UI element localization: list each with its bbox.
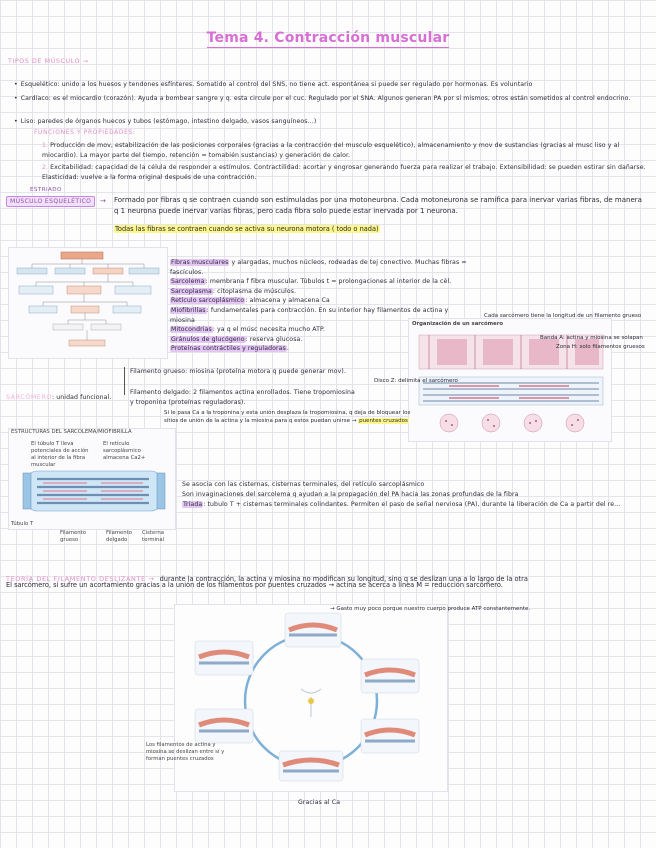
definition-item: Fibras musculares y alargadas, muchos núcleos, rodeadas de tej conectivo. Muchas fibras = fascículos. — [170, 259, 467, 276]
teoria-text-2: El sarcómero, si sufre un acortamiento gracias a la unión de los filamentos por puentes cruzados → actina se acerca a línea M = reducción sarcómero. — [6, 581, 503, 589]
sarcomero-heading: SARCÓMERO: unidad funcional. — [6, 394, 112, 401]
sarcolemma-diagram — [9, 465, 175, 517]
bullet — [14, 95, 21, 102]
fig3-label-c: Túbulo T — [11, 521, 34, 527]
fig3-title: ESTRUCTURAS DEL SARCOLEMA/MIOFIBRILLA — [11, 429, 132, 435]
fig2-label-a: Cada sarcómero tiene la longitud de un filamento grueso — [484, 313, 642, 319]
definition-item: Sarcoplasma: citoplasma de músculos. — [171, 287, 297, 295]
definition-item: Proteínas contráctiles y reguladoras. — [171, 345, 289, 353]
bullet — [14, 118, 21, 125]
crossbridge-cycle-diagram — [175, 605, 447, 791]
fig3-label-f: Cisterna terminal — [142, 530, 165, 543]
estriado-label: ESTRIADO — [30, 187, 62, 193]
musculo-esqueletico-label: MÚSCULO ESQUELÉTICO — [6, 196, 95, 207]
definition-item: Mitocondrias: ya q el músc necesita mucho ATP. — [171, 326, 325, 334]
definition-item: Sarcolema: membrana f fibra muscular. Túbulos t = prolongaciones al interior de la cél. — [171, 278, 452, 286]
crossbridge-cycle-figure — [174, 604, 448, 792]
tipo-esqueletico: • Esquelético: unido a los huesos y tendones esfínteres. Somatido al control del SNS, no tiene act. espontánea si puede ser regulado por hormonas. Es voluntario — [14, 80, 646, 90]
tubulos-note: Son invaginaciones del sarcolema q ayudan a la propagación del PA hacia las zonas profundas de la fibra — [182, 491, 519, 498]
sarcolemma-figure — [8, 428, 176, 530]
definition-item: Retículo sarcoplásmico: almacena y almacena Ca — [171, 297, 330, 305]
bullet — [14, 81, 21, 88]
fig2-label-c: Zona H: solo filamentos gruesos — [556, 344, 645, 350]
triada-note: Tríada: tubulo T + cisternas terminales colindantes. Permiten el paso de señal nerviosa (PA), durante la liberación de Ca a partir del re... — [183, 501, 621, 508]
page-title: Tema 4. Contracción muscular — [206, 30, 450, 46]
tipo-cardiaco: • Cardíaco: es el miocardio (corazón). Ayuda a bombear sangre y q. esta circule por el cuc. Regulado por el SNA. Algunos generan PA por sí mismos, otros están sometidos al control endocrino. — [14, 94, 632, 104]
filamento-delgado: Filamento delgado: 2 filamentos actina enrollados. Tiene tropomiosina y troponina (proteínas reguladoras). — [130, 389, 355, 406]
brace — [124, 367, 127, 395]
funcion-2: 2. Excitabilidad: capacidad de la célula de responder a estímulos. Contractilidad: acortar y engrosar generando fuerza para realizar el trabajo. Extensibilidad: se pueden estirar sin dañarse. Elasticidad: vuelve a la forma original después de una contracción. — [42, 164, 646, 181]
section-header-tipos: TIPOS DE MÚSCULO → — [8, 58, 89, 65]
fig3-label-e: Filamento delgado — [106, 530, 132, 543]
fig2-label-b: Banda A: actina y miosina se solapan — [540, 335, 643, 341]
definition-item: Miofibrillas: fundamentales para contracción. En su interior hay filamentos de actina y miosina — [170, 306, 449, 324]
organization-diagram — [9, 248, 167, 358]
muscle-organization-figure — [8, 247, 168, 359]
fig3-label-a: El túbulo T lleva potenciales de acción al interior de la fibra muscular — [31, 441, 89, 468]
fig2-label-d: Disco Z: delimita el sarcómero — [374, 378, 458, 384]
estriado-highlight: Todas las fibras se contraen cuando se activa su neurona motora ( todo o nada) — [115, 225, 379, 233]
fig-title: Organización de un sarcómero — [412, 321, 504, 327]
teoria-line: TEORÍA DEL FILAMENTO DESLIZANTE → durante la contracción, la actina y miosina no modifican su longitud, sino q se deslizan una a lo largo de la otra — [6, 575, 528, 583]
arrow-icon: → — [100, 197, 106, 205]
fig4-note: → Gasto muy poco porque nuestro cuerpo produce ATP constantemente. — [330, 606, 531, 612]
tipo-liso: • Liso: paredes de órganos huecos y tubos (estómago, intestino delgado, vasos sanguíneos...) — [14, 117, 632, 127]
estriado-text: Formado por fibras q se contraen cuando son estimuladas por una motoneurona. Cada motoneurona se ramifica para inervar varias fibras, de manera q 1 neurona puede inervar varias fibras, pero cada fibra solo puede estar inervada por 1 neurona. — [114, 196, 642, 215]
ca-note: Si le pasa Ca a la troponina y esta unión desplaza la tropomiosina, q deja de bloquear los sitios de unión de la actina y la miosina para q estos puedan unirse → puentes cruzados — [164, 410, 411, 424]
fig4-left-caption: Los filamentos de actina y miosina se deslizan entre sí y forman puentes cruzados — [146, 742, 225, 762]
filamento-grueso: Filamento grueso: miosina (proteína motora q puede generar mov). — [130, 368, 346, 375]
fig3-label-d: Filamento grueso — [60, 530, 86, 543]
fig4-bottom-caption: Gracias al Ca — [298, 799, 341, 806]
funciones-header: FUNCIONES Y PROPIEDADES: — [34, 129, 136, 136]
funcion-1: 1. Producción de mov, estabilización de las posiciones corporales (gracias a la contracción del musculo esquelético), almacenamiento y mov de sustancias (gracias al musc liso y al miocardio). La mayor parte del tiempo, retención = tomabién sustancias) y generación de calor. — [42, 142, 620, 159]
fig3-label-b: El retículo sarcoplásmico almacena Ca2+ — [103, 441, 146, 461]
definition-item: Gránulos de glucógeno: reserva glucosa. — [171, 335, 303, 343]
cisternas-note: Se asocia con las cisternas, cisternas terminales, del retículo sarcoplásmico — [182, 481, 425, 488]
